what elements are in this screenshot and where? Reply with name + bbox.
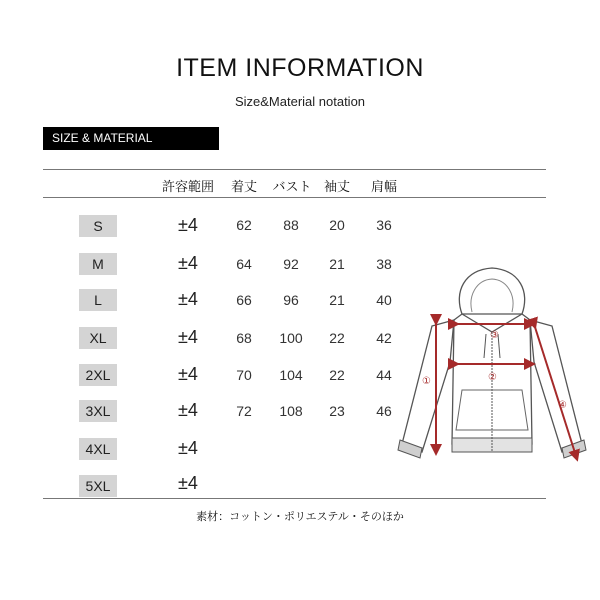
bust-value: 96 [283,292,299,308]
marker-bust: ② [488,372,497,383]
bust-value: 104 [279,367,303,383]
size-badge: 5XL [79,475,117,497]
sleeve-value: 22 [329,367,345,383]
shoulder-value: 44 [376,367,392,383]
header-sleeve: 袖丈 [323,180,350,195]
size-badge: 4XL [79,438,117,460]
header-length: 着丈 [230,180,257,195]
divider-header [43,197,546,198]
sleeve-value: 20 [329,217,345,233]
size-badge: S [79,215,117,237]
length-value: 64 [236,256,252,272]
tolerance-value: ±4 [178,400,198,420]
tolerance-value: ±4 [178,215,198,235]
sleeve-value: 21 [329,256,345,272]
tolerance-value: ±4 [178,473,198,493]
shoulder-value: 40 [376,292,392,308]
page-subtitle: Size&Material notation [234,94,366,109]
header-tolerance: 許容範囲 [161,180,214,195]
header-shoulder: 肩幅 [370,180,397,195]
size-badge: XL [79,327,117,349]
tolerance-value: ±4 [178,327,198,347]
length-value: 62 [236,217,252,233]
size-badge: L [79,289,117,311]
shoulder-value: 42 [376,330,392,346]
divider-bottom [43,498,546,499]
divider-top [43,169,546,170]
tolerance-value: ±4 [178,253,198,273]
marker-sleeve: ④ [558,400,567,411]
sleeve-value: 21 [329,292,345,308]
shoulder-value: 46 [376,403,392,419]
tolerance-value: ±4 [178,364,198,384]
bust-value: 88 [283,217,299,233]
header-bust: バスト [272,180,312,195]
bust-value: 108 [279,403,303,419]
material-note: 素材：コットン・ポリエステル・そのほか [196,510,404,523]
bust-value: 92 [283,256,299,272]
section-label: SIZE & MATERIAL [52,131,153,145]
page-title: ITEM INFORMATION [176,54,424,82]
shoulder-value: 38 [376,256,392,272]
length-value: 72 [236,403,252,419]
marker-shoulder: ③ [490,330,499,341]
size-badge: M [79,253,117,275]
length-value: 68 [236,330,252,346]
tolerance-value: ±4 [178,438,198,458]
sleeve-value: 23 [329,403,345,419]
marker-length: ① [422,376,431,387]
length-value: 66 [236,292,252,308]
hoodie-measurement-diagram [392,262,592,472]
section-header [43,127,219,150]
shoulder-value: 36 [376,217,392,233]
tolerance-value: ±4 [178,289,198,309]
size-badge: 3XL [79,400,117,422]
size-badge: 2XL [79,364,117,386]
bust-value: 100 [279,330,303,346]
sleeve-value: 22 [329,330,345,346]
length-value: 70 [236,367,252,383]
